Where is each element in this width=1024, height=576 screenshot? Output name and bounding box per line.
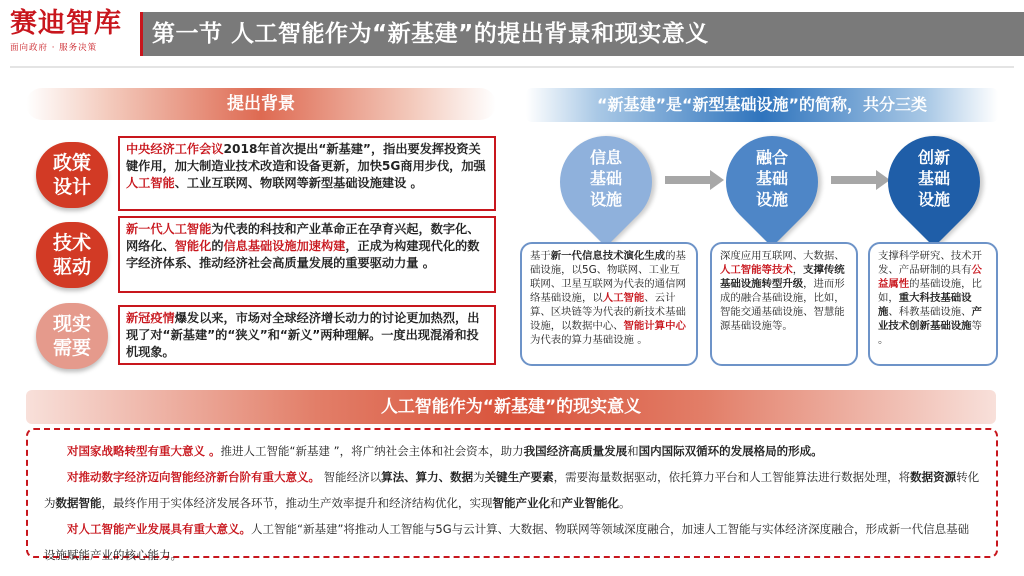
text-run: 。 xyxy=(619,496,631,510)
text-run: 的基础设施，比如， xyxy=(878,278,982,304)
policy-design-badge xyxy=(36,142,108,208)
fusion-infra-title: 融合基础设施 xyxy=(755,148,788,209)
text-run: 转化为 xyxy=(44,470,980,510)
text-run: 智能经济以 xyxy=(320,470,382,484)
text-bold: 支撑传统基础设施转型升级 xyxy=(720,264,845,290)
reality-need-label: 现实需要 xyxy=(52,313,91,359)
text-bold: 数据资源 xyxy=(910,470,957,484)
text-run: 爆发以来，市场对全球经济增长动力的讨论更加热烈，出现了对“新基建”的“狭义”和“新义”两种理解。一度出现混淆和投机现象。 xyxy=(126,311,480,359)
text-highlight: 对推动数字经济迈向智能经济新台阶有重大意义。 xyxy=(67,470,320,484)
text-run: 2018年首次提出“新基建”，指出要发挥投资关键作用，加大制造业技术改造和设备更新，加快5G商用步伐，加强 xyxy=(126,142,486,173)
text-highlight: 人工智能 xyxy=(126,176,175,190)
tech-driven-label: 技术驱动 xyxy=(52,232,91,278)
text-run: 为 xyxy=(473,470,485,484)
brand-logo xyxy=(10,8,138,58)
text-run: 、科教基础设施、 xyxy=(888,306,972,318)
text-highlight: 智能化 xyxy=(174,239,212,253)
text-bold: 我国经济高质量发展 xyxy=(523,444,628,458)
significance-box xyxy=(26,428,998,562)
text-bold: 产业智能化 xyxy=(561,496,619,510)
policy-design-label: 政策设计 xyxy=(52,152,91,198)
tech-driven-badge xyxy=(36,222,108,288)
text-highlight: 人工智能 xyxy=(602,292,645,304)
innovation-infra-title: 创新基础设施 xyxy=(917,148,950,209)
text-highlight: 信息基础设施加速构建 xyxy=(223,239,346,253)
text-highlight: 对人工智能产业发展具有重大意义。 xyxy=(67,522,251,536)
arrow-stem xyxy=(665,176,711,184)
text-run: 和 xyxy=(550,496,562,510)
policy-design-text xyxy=(118,136,496,211)
text-run: ，需要海量数据驱动，依托算力平台和人工智能算法进行数据处理，将 xyxy=(553,470,911,484)
text-run: ，正成为构建现代化的数字经济体系、推动经济社会高质量发展的重要驱动力量 。 xyxy=(126,239,480,270)
info-infra-title-wrap xyxy=(560,147,652,210)
text-run: 为代表的算力基础设施 。 xyxy=(530,334,648,346)
significance-paragraph xyxy=(44,464,980,516)
info-infra-desc xyxy=(520,242,698,366)
text-bold: 产业技术创新基础设施 xyxy=(878,306,982,332)
text-run: ， xyxy=(792,264,804,276)
text-highlight: 人工智能等技术 xyxy=(720,264,793,276)
text-run: ，进而形成的融合基础设施，比如，智能交通基础设施、智慧能源基础设施等。 xyxy=(720,278,845,332)
text-run: 为代表的科技和产业革命正在孕育兴起，数字化、网络化、 xyxy=(126,222,480,253)
background-banner: 提出背景 xyxy=(26,88,496,120)
header-divider xyxy=(10,66,1014,68)
text-highlight: 新一代人工智能 xyxy=(126,222,212,236)
text-run: 支撑科学研究、技术开发、产品研制的具有 xyxy=(878,250,982,276)
text-highlight: 对国家战略转型有重大意义 。 xyxy=(67,444,221,458)
right-arrow-icon xyxy=(710,170,724,190)
text-bold: 数据智能 xyxy=(55,496,102,510)
text-bold: 国内国际双循环的发展格局的形成。 xyxy=(638,444,823,458)
brand-tagline: 面向政府 · 服务决策 xyxy=(10,43,98,53)
text-highlight: 公益属性 xyxy=(878,264,982,290)
text-run: 等 。 xyxy=(878,320,982,346)
text-run: 和 xyxy=(627,444,639,458)
text-run: 、云计算、区块链等为代表的新技术基础设施，以数据中心、 xyxy=(530,292,686,332)
text-bold: 新一代信息技术演化生成 xyxy=(550,250,666,262)
text-bold: 关键生产要素 xyxy=(484,470,554,484)
innovation-infra-desc xyxy=(868,242,998,366)
text-highlight: 智能计算中心 xyxy=(623,320,686,332)
text-run: 的 xyxy=(211,239,224,253)
text-bold: 重大科技基础设施 xyxy=(878,292,972,318)
page-title: 第一节 人工智能作为“新基建”的提出背景和现实意义 xyxy=(140,12,1024,56)
text-run: 推进人工智能“新基建 ”，将广纳社会主体和社会资本，助力 xyxy=(220,444,524,458)
significance-banner: 人工智能作为“新基建”的现实意义 xyxy=(26,390,996,424)
significance-paragraph xyxy=(44,516,980,568)
arrow-stem xyxy=(831,176,877,184)
text-highlight: 新冠疫情 xyxy=(126,311,175,325)
text-run: 的基础设施，以5G、物联网、工业互联网、卫星互联网为代表的通信网络基础设施，以 xyxy=(530,250,686,304)
text-bold: 算法、算力、数据 xyxy=(381,470,474,484)
fusion-infra-title-wrap xyxy=(726,147,818,210)
reality-need-badge xyxy=(36,303,108,369)
brand-name: 赛迪智库 xyxy=(10,8,122,39)
innovation-infra-title-wrap xyxy=(888,147,980,210)
text-run: 深度应用互联网、大数据、 xyxy=(720,250,845,262)
fusion-infra-desc xyxy=(710,242,858,366)
categories-banner: “新基建”是“新型基础设施”的简称，共分三类 xyxy=(526,88,998,122)
reality-need-text xyxy=(118,305,496,365)
text-run: ，最终作用于实体经济发展各环节，推动生产效率提升和经济结构优化，实现 xyxy=(101,496,493,510)
text-run: 、工业互联网、物联网等新型基础设施建设 。 xyxy=(174,176,423,190)
text-bold: 智能产业化 xyxy=(492,496,550,510)
text-run: 基于 xyxy=(530,250,551,262)
info-infra-title: 信息基础设施 xyxy=(589,148,622,209)
tech-driven-text xyxy=(118,216,496,293)
significance-paragraph xyxy=(44,438,980,464)
text-highlight: 中央经济工作会议 xyxy=(126,142,224,156)
text-run: 人工智能“新基建”将推动人工智能与5G与云计算、大数据、物联网等领域深度融合，加速人工智能与实体经济深度融合，形成新一代信息基础设施赋能产业的核心能力。 xyxy=(44,522,970,562)
